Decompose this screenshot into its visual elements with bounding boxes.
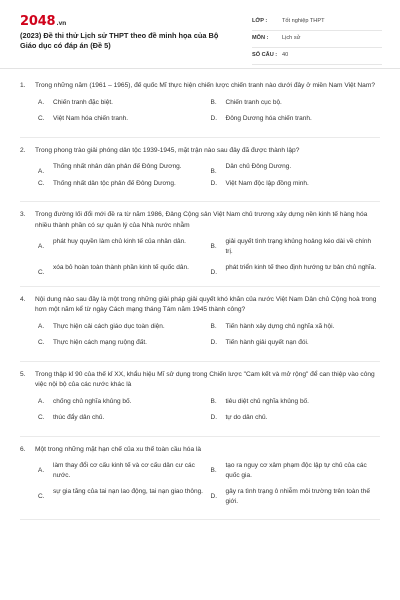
- meta-value: Tốt nghiệp THPT: [282, 18, 325, 24]
- option-group: [20, 162, 380, 195]
- option-label: B.: [210, 397, 217, 405]
- option-b[interactable]: [208, 397, 381, 407]
- site-logo[interactable]: [20, 14, 66, 29]
- question-6: [20, 445, 380, 521]
- option-text: Dân chủ Đông Dương.: [225, 163, 292, 170]
- option-a[interactable]: [35, 237, 208, 256]
- option-text: tiêu diệt chủ nghĩa khủng bố.: [225, 397, 309, 405]
- question-text: [20, 210, 380, 231]
- option-label: A.: [38, 322, 45, 330]
- option-a[interactable]: [35, 461, 208, 480]
- meta-row-count: [252, 48, 382, 65]
- option-text: Việt Nam độc lập đồng minh.: [225, 179, 309, 187]
- question-3: [20, 210, 380, 287]
- option-group: [20, 98, 380, 131]
- option-label: D.: [210, 179, 217, 187]
- question-5: [20, 370, 380, 437]
- option-text: Tiến hành xây dựng chủ nghĩa xã hội.: [225, 322, 335, 330]
- option-text: Thống nhất nhân dân phản đế Đông Dương.: [53, 163, 182, 170]
- question-text: [20, 445, 380, 456]
- option-d[interactable]: [208, 114, 381, 124]
- option-label: B.: [210, 322, 217, 330]
- option-b[interactable]: [208, 162, 381, 175]
- question-number: 2.: [20, 146, 26, 154]
- option-text: chống chủ nghĩa khủng bố.: [53, 397, 132, 405]
- option-b[interactable]: [208, 322, 381, 332]
- question-number: 6.: [20, 445, 26, 453]
- option-c[interactable]: [35, 487, 208, 506]
- option-d[interactable]: [208, 179, 381, 189]
- question-number: 4.: [20, 295, 26, 303]
- option-d[interactable]: [208, 338, 381, 348]
- option-b[interactable]: [208, 461, 381, 480]
- option-label: C.: [38, 115, 45, 122]
- meta-value: 40: [282, 52, 289, 58]
- question-2: [20, 146, 380, 203]
- option-label: D.: [210, 493, 217, 500]
- option-text: Việt Nam hóa chiến tranh.: [53, 115, 129, 122]
- option-label: A.: [38, 243, 45, 250]
- option-c[interactable]: [35, 413, 208, 423]
- option-label: C.: [38, 179, 45, 187]
- header: [0, 0, 400, 69]
- option-text: giải quyết tình trạng khủng hoảng kéo dài về chính trị.: [225, 238, 372, 255]
- option-d[interactable]: [208, 413, 381, 423]
- option-label: A.: [38, 168, 45, 175]
- option-label: D.: [210, 115, 217, 122]
- question-body: Trong phong trào giải phóng dân tộc 1939-1945, mặt trận nào sau đây đã được thành lập?: [35, 146, 300, 154]
- question-text: [20, 370, 380, 391]
- option-label: A.: [38, 98, 45, 106]
- option-label: C.: [38, 493, 45, 500]
- question-body: Trong đường lối đổi mới đề ra từ năm 1986, Đảng Cộng sản Việt Nam chủ trương xây dựng nền kinh tế hàng hóa nhiều thành phần có sự quản lý của Nhà nước nhằm: [35, 211, 368, 229]
- meta-value: Lịch sử: [282, 35, 301, 41]
- question-body: Trong thập kỉ 90 của thế kỉ XX, khẩu hiệu Mĩ sử dụng trong Chiến lược "Cam kết và mở rộng" để can thiệp vào công việc nội bộ của các nước khác là: [35, 370, 375, 388]
- option-text: phát triển kinh tế theo định hướng tư bản chủ nghĩa.: [225, 264, 377, 271]
- option-a[interactable]: [35, 322, 208, 332]
- question-1: [20, 81, 380, 138]
- option-text: tự do dân chủ.: [225, 414, 268, 421]
- option-text: sự gia tăng của tai nạn lao động, tai nạn giao thông.: [53, 488, 203, 495]
- option-text: Thực hiện cách mạng ruộng đất.: [53, 339, 147, 346]
- question-text: [20, 146, 380, 157]
- option-text: Chiến tranh cục bộ.: [225, 98, 282, 106]
- option-group: [20, 237, 380, 280]
- meta-row-class: [252, 14, 382, 31]
- option-d[interactable]: [208, 263, 381, 276]
- option-group: [20, 322, 380, 355]
- option-a[interactable]: [35, 162, 208, 175]
- question-text: [20, 295, 380, 316]
- option-label: D.: [210, 339, 217, 346]
- question-body: Nội dung nào sau đây là một trong những giải pháp giải quyết khó khăn của nước Việt Nam Dân chủ Cộng hoà trong hơn một năm kể từ ngày Cách mạng tháng Tám năm 1945 thành công?: [35, 295, 377, 313]
- meta-key: LỚP :: [252, 18, 268, 24]
- option-label: C.: [38, 339, 45, 346]
- question-text: [20, 81, 380, 92]
- option-a[interactable]: [35, 397, 208, 407]
- question-body: Một trong những mặt hạn chế của xu thế toàn cầu hóa là: [35, 445, 202, 453]
- option-label: A.: [38, 467, 45, 474]
- option-text: Đông Dương hóa chiến tranh.: [225, 115, 312, 122]
- option-label: B.: [210, 467, 217, 474]
- option-a[interactable]: [35, 98, 208, 108]
- exam-meta: [252, 14, 382, 65]
- exam-title: (2023) Đề thi thử Lịch sử THPT theo đề minh họa của Bộ Giáo dục có đáp án (Đề 5): [20, 31, 219, 50]
- option-text: Tiến hành giải quyết nạn đói.: [225, 339, 309, 346]
- option-text: xóa bỏ hoàn toàn thành phần kinh tế quốc dân.: [53, 264, 189, 271]
- question-list: [0, 69, 400, 520]
- option-label: D.: [210, 269, 217, 276]
- question-number: 3.: [20, 211, 26, 218]
- logo-main: 2048: [20, 14, 56, 29]
- option-c[interactable]: [35, 179, 208, 189]
- option-text: Thực hiện cải cách giáo dục toàn diện.: [53, 322, 165, 330]
- option-text: làm thay đổi cơ cấu kinh tế và cơ cấu dân cư các nước.: [53, 462, 195, 479]
- question-number: 1.: [20, 82, 26, 89]
- option-text: thúc đẩy dân chủ.: [53, 414, 105, 421]
- option-label: C.: [38, 414, 45, 421]
- option-label: D.: [210, 414, 217, 421]
- option-c[interactable]: [35, 263, 208, 276]
- option-text: Chiến tranh đặc biệt.: [53, 98, 113, 106]
- option-group: [20, 397, 380, 430]
- option-text: phát huy quyền làm chủ kinh tế của nhân dân.: [53, 238, 186, 245]
- option-b[interactable]: [208, 237, 381, 256]
- question-4: [20, 295, 380, 362]
- meta-key: SỐ CÂU :: [252, 52, 278, 58]
- option-text: Thống nhất dân tộc phản đế Đông Dương.: [53, 179, 176, 187]
- option-group: [20, 461, 380, 513]
- option-label: C.: [38, 269, 45, 276]
- logo-suffix: .vn: [56, 20, 67, 27]
- question-body: Trong những năm (1961 – 1965), đế quốc Mĩ thực hiện chiến lược chiến tranh nào dưới đây ở miền Nam Việt Nam?: [35, 82, 375, 89]
- option-text: tạo ra nguy cơ xâm phạm độc lập tự chủ của các quốc gia.: [225, 462, 367, 479]
- option-text: gây ra tình trạng ô nhiễm môi trường trên toàn thế giới.: [225, 488, 370, 505]
- meta-row-subject: [252, 31, 382, 48]
- meta-key: MÔN :: [252, 35, 269, 41]
- option-label: B.: [210, 98, 217, 106]
- option-label: A.: [38, 397, 45, 405]
- option-label: B.: [210, 168, 217, 175]
- option-label: B.: [210, 243, 217, 250]
- option-c[interactable]: [35, 114, 208, 124]
- option-c[interactable]: [35, 338, 208, 348]
- option-d[interactable]: [208, 487, 381, 506]
- question-number: 5.: [20, 370, 26, 378]
- option-b[interactable]: [208, 98, 381, 108]
